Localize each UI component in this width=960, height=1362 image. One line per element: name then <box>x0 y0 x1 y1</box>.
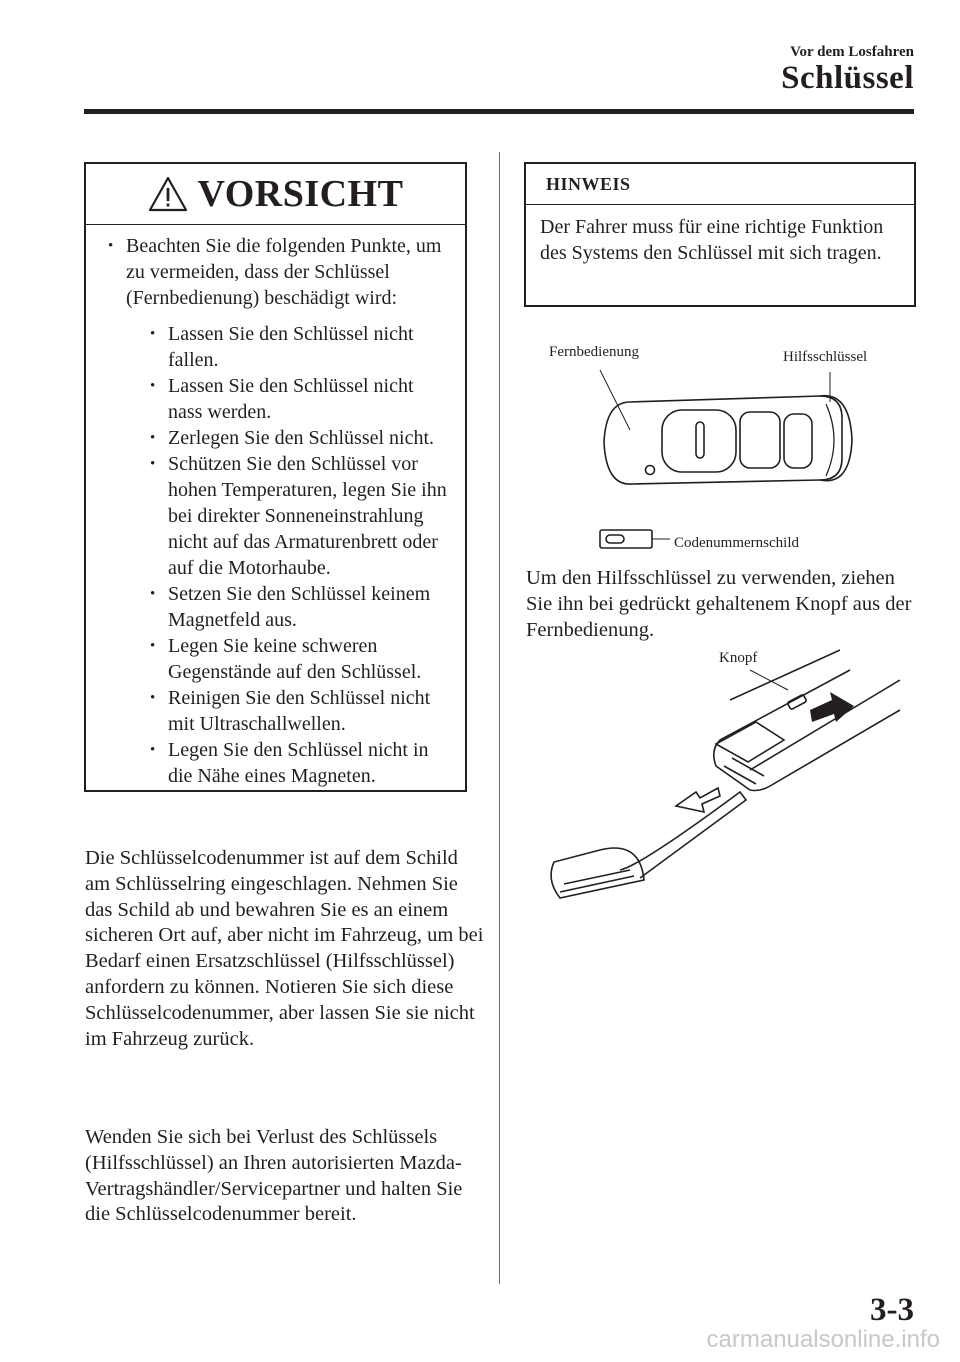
caution-title: VORSICHT <box>197 173 404 215</box>
key-code-paragraph: Die Schlüsselcodenummer ist auf dem Schild am Schlüsselring eingeschlagen. Nehmen Sie das Schild ab und bewahren Sie es an einem sicheren Ort auf, aber nicht im Fahrzeug, um bei Bedarf einen Ersatzschlüssel (Hilfsschlüssel) anfordern zu können. Notieren Sie sich diese Schlüsselcodenummer, aber lassen Sie sie nicht im Fahrzeug zurück. <box>85 847 484 1050</box>
button-label: Knopf <box>719 650 758 666</box>
caution-list <box>104 321 449 789</box>
caution-item: • Lassen Sie den Schlüssel nicht fallen. <box>146 321 449 373</box>
aux-key-instructions: Um den Hilfsschlüssel zu verwenden, ziehen Sie ihn bei gedrückt gehaltenem Knopf aus der Fernbedienung. <box>526 567 912 641</box>
note-text: Der Fahrer muss für eine richtige Funktion des Systems den Schlüssel mit sich tragen. <box>540 216 884 264</box>
warning-triangle-icon <box>148 176 188 212</box>
caution-box <box>84 162 467 792</box>
lost-key-paragraph: Wenden Sie sich bei Verlust des Schlüssels (Hilfsschlüssel) an Ihren autorisierten Mazda-Vertragshändler/Servicepartner und halten Sie die Schlüsselcodenummer bereit. <box>85 1126 463 1226</box>
note-box <box>524 162 916 307</box>
caution-item: • Legen Sie den Schlüssel nicht in die Nähe eines Magneten. <box>146 737 449 789</box>
aux-key-label: Hilfsschlüssel <box>783 349 868 365</box>
caution-intro: • Beachten Sie die folgenden Punkte, um zu vermeiden, dass der Schlüssel (Fernbedienung) beschädigt wird: <box>104 233 449 311</box>
caution-header <box>86 164 465 225</box>
code-plate-label: Codenummernschild <box>674 535 799 551</box>
caution-item: • Zerlegen Sie den Schlüssel nicht. <box>146 425 449 451</box>
header-section: Vor dem Losfahren <box>790 44 914 60</box>
page-number: 3-3 <box>870 1292 914 1328</box>
caution-item: • Reinigen Sie den Schlüssel nicht mit Ultraschallwellen. <box>146 685 449 737</box>
remote-label: Fernbedienung <box>549 344 639 360</box>
header-rule <box>84 109 914 114</box>
page-title: Schlüssel <box>781 60 914 96</box>
watermark: carmanualsonline.info <box>706 1326 940 1353</box>
caution-item: • Legen Sie keine schweren Gegenstände auf den Schlüssel. <box>146 633 449 685</box>
caution-item: • Schützen Sie den Schlüssel vor hohen Temperaturen, legen Sie ihn bei direkter Sonneneinstrahlung nicht auf das Armaturenbrett oder auf die Motorhaube. <box>146 451 449 581</box>
note-title: HINWEIS <box>526 164 914 205</box>
caution-item: • Lassen Sie den Schlüssel nicht nass werden. <box>146 373 449 425</box>
caution-body <box>86 225 465 789</box>
aux-key-removal-illustration <box>520 640 920 900</box>
caution-item: • Setzen Sie den Schlüssel keinem Magnetfeld aus. <box>146 581 449 633</box>
column-divider <box>499 152 500 1284</box>
